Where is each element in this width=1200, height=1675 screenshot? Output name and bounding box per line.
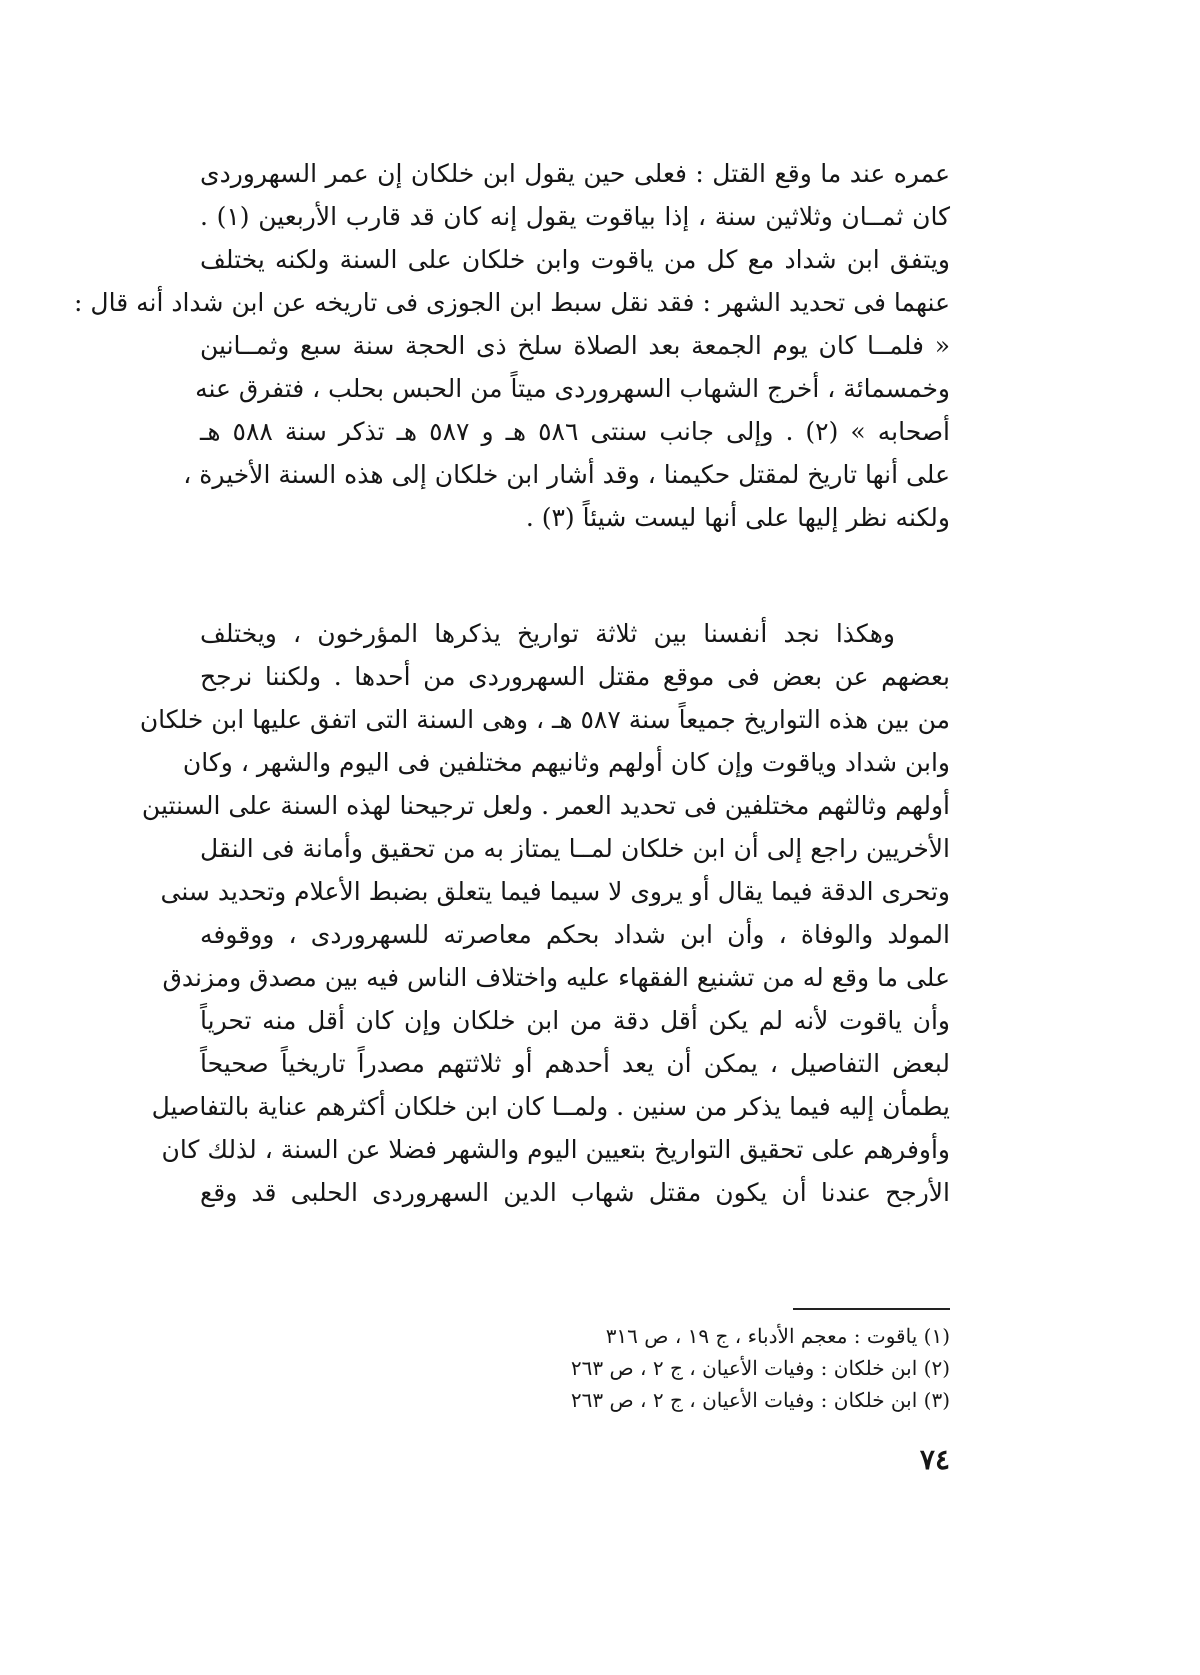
text-line: وأن ياقوت لأنه لم يكن أقل دقة من ابن خلكان وإن كان أقل منه تحرياً bbox=[200, 1006, 950, 1035]
text-line: وأوفرهم على تحقيق التواريخ بتعيين اليوم والشهر فضلا عن السنة ، لذلك كان bbox=[161, 1135, 950, 1164]
footnote-divider bbox=[793, 1308, 950, 1310]
text-line: ولكنه نظر إليها على أنها ليست شيئاً (٣) . bbox=[525, 503, 950, 532]
text-line: على ما وقع له من تشنيع الفقهاء عليه واختلاف الناس فيه بين مصدق ومزندق bbox=[162, 963, 950, 992]
text-line: يطمأن إليه فيما يذكر من سنين . ولمــا كان ابن خلكان أكثرهم عناية بالتفاصيل bbox=[151, 1092, 950, 1121]
text-line: عنهما فى تحديد الشهر : فقد نقل سبط ابن الجوزى فى تاريخه عن ابن شداد أنه قال : bbox=[74, 288, 950, 317]
paragraph-2 bbox=[139, 612, 950, 1214]
paragraph-1 bbox=[74, 152, 951, 539]
text-line: أولهم وثالثهم مختلفين فى تحديد العمر . ولعل ترجيحنا لهذه السنة على السنتين bbox=[141, 791, 950, 820]
text-line: وابن شداد وياقوت وإن كان أولهم وثانيهم مختلفين فى اليوم والشهر ، وكان bbox=[182, 748, 950, 777]
text-line: أصحابه » (٢) . وإلى جانب سنتى ٥٨٦ هـ و ٥٨٧ هـ تذكر سنة ٥٨٨ هـ bbox=[200, 417, 951, 446]
text-line: الأرجح عندنا أن يكون مقتل شهاب الدين السهروردى الحلبى قد وقع bbox=[200, 1178, 950, 1207]
text-line: وخمسمائة ، أخرج الشهاب السهروردى ميتاً من الحبس بحلب ، فتفرق عنه bbox=[195, 374, 950, 403]
text-line: وهكذا نجد أنفسنا بين ثلاثة تواريخ يذكرها المؤرخون ، ويختلف bbox=[200, 619, 895, 648]
footnote-2: (٢) ابن خلكان : وفيات الأعيان ، ج ٢ ، ص ٢٦٣ bbox=[570, 1356, 950, 1380]
footnotes bbox=[420, 1320, 950, 1416]
text-line: كان ثمــان وثلاثين سنة ، إذا بياقوت يقول إنه كان قد قارب الأربعين (١) . bbox=[200, 202, 950, 231]
text-line: وتحرى الدقة فيما يقال أو يروى لا سيما فيما يتعلق بضبط الأعلام وتحديد سنى bbox=[160, 877, 950, 906]
text-line: « فلمــا كان يوم الجمعة بعد الصلاة سلخ ذى الحجة سنة سبع وثمــانين bbox=[200, 331, 950, 360]
footnote-3: (٣) ابن خلكان : وفيات الأعيان ، ج ٢ ، ص ٢٦٣ bbox=[570, 1388, 950, 1412]
footnote-1: (١) ياقوت : معجم الأدباء ، ج ١٩ ، ص ٣١٦ bbox=[605, 1324, 950, 1348]
text-line: بعضهم عن بعض فى موقع مقتل السهروردى من أحدها . ولكننا نرجح bbox=[200, 662, 950, 691]
page-number: ٧٤ bbox=[919, 1443, 950, 1476]
text-line: ويتفق ابن شداد مع كل من ياقوت وابن خلكان على السنة ولكنه يختلف bbox=[200, 245, 950, 274]
text-line: الأخريين راجع إلى أن ابن خلكان لمــا يمتاز به من تحقيق وأمانة فى النقل bbox=[200, 834, 950, 863]
text-line: المولد والوفاة ، وأن ابن شداد بحكم معاصرته للسهروردى ، ووقوفه bbox=[200, 920, 950, 949]
text-line: عمره عند ما وقع القتل : فعلى حين يقول ابن خلكان إن عمر السهروردى bbox=[200, 159, 950, 188]
text-line: على أنها تاريخ لمقتل حكيمنا ، وقد أشار ابن خلكان إلى هذه السنة الأخيرة ، bbox=[183, 460, 950, 489]
text-line: لبعض التفاصيل ، يمكن أن يعد أحدهم أو ثلاثتهم مصدراً تاريخياً صحيحاً bbox=[200, 1049, 950, 1078]
text-line: من بين هذه التواريخ جميعاً سنة ٥٨٧ هـ ، وهى السنة التى اتفق عليها ابن خلكان bbox=[139, 705, 950, 734]
